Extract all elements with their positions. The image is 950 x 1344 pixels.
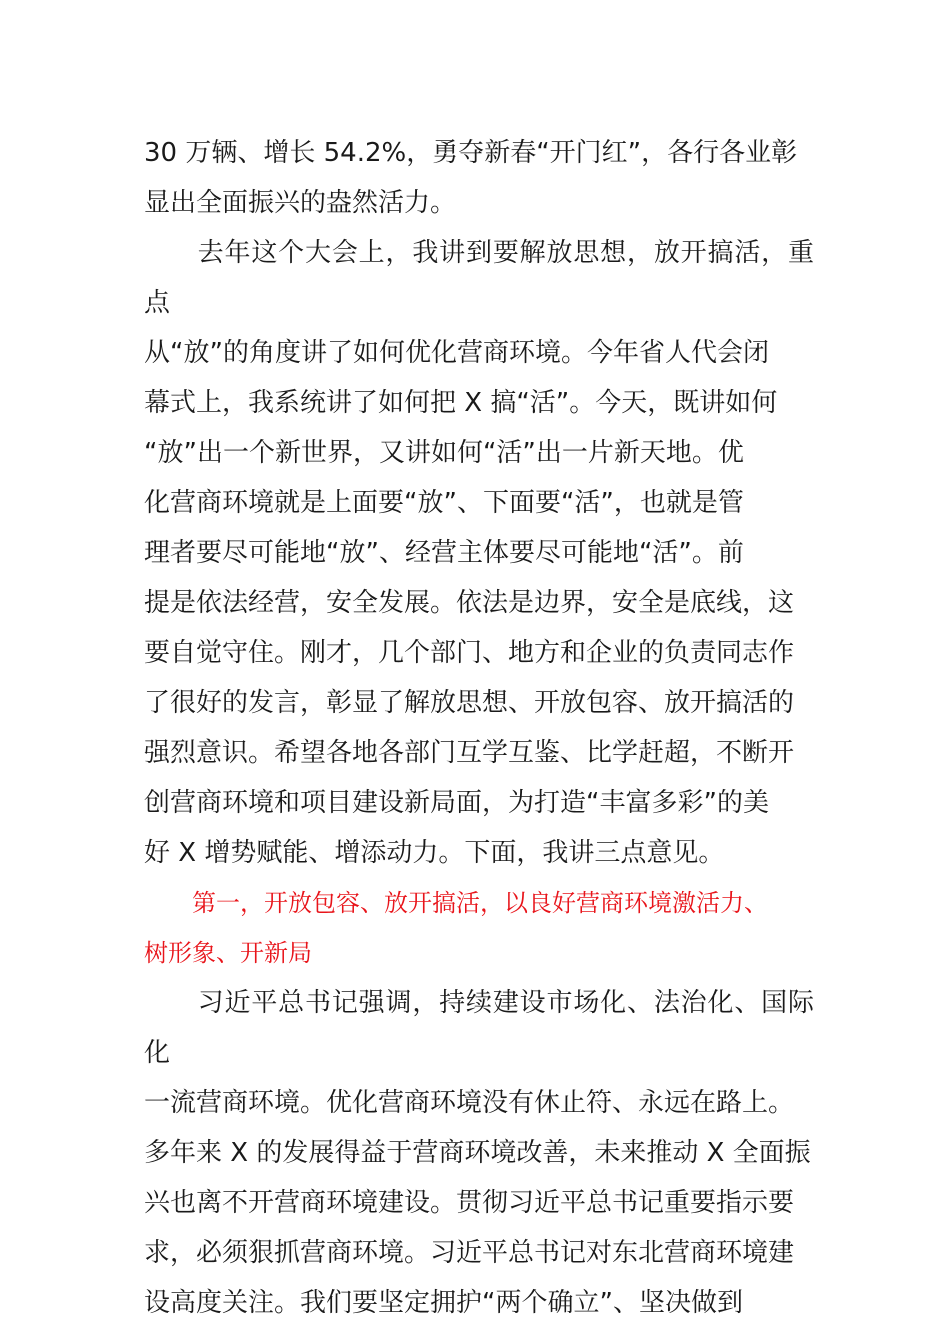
body-paragraph-2: 去年这个大会上，我讲到要解放思想，放开搞活，重点 从“放”的角度讲了如何优化营商环境。今年省人代会闭 幕式上，我系统讲了如何把 X 搞“活”。今天，既讲如何 “放”出一个新世界，又讲如何“活”出一片新天地。优 化营商环境就是上面要“放”、下面要“活”，也就是管 理者要尽可能地“放”、经营主体要尽可能地“活”。前 提是依法经营，安全发展。依法是边界，安全是底线，这 要自觉守住。刚才，几个部门、地方和企业的负责同志作 了很好的发言，彰显了解放思想、开放包容、放开搞活的 强烈意识。希望各地各部门互学互鉴、比学赶超，不断开 创营商环境和项目建设新局面，为打造“丰富多彩”的美 好 X 增势赋能、增添动力。下面，我讲三点意见。 [144,238,814,868]
body-paragraph-3: 习近平总书记强调，持续建设市场化、法治化、国际化 一流营商环境。优化营商环境没有休止符、永远在路上。 多年来 X 的发展得益于营商环境改善，未来推动 X 全面振 兴也离不开营商环境建设。贯彻习近平总书记重要指示要 求，必须狠抓营商环境。习近平总书记对东北营商环境建 设高度关注。我们要坚定拥护“两个确立”、坚决做到 [144,988,814,1318]
document-body [144,128,814,1328]
body-paragraph-1: 30 万辆、增长 54.2%，勇夺新春“开门红”，各行各业彰 显出全面振兴的盎然活力。 [144,138,798,218]
section-heading-1: 第一，开放包容、放开搞活，以良好营商环境激活力、 树形象、开新局 [144,889,768,967]
